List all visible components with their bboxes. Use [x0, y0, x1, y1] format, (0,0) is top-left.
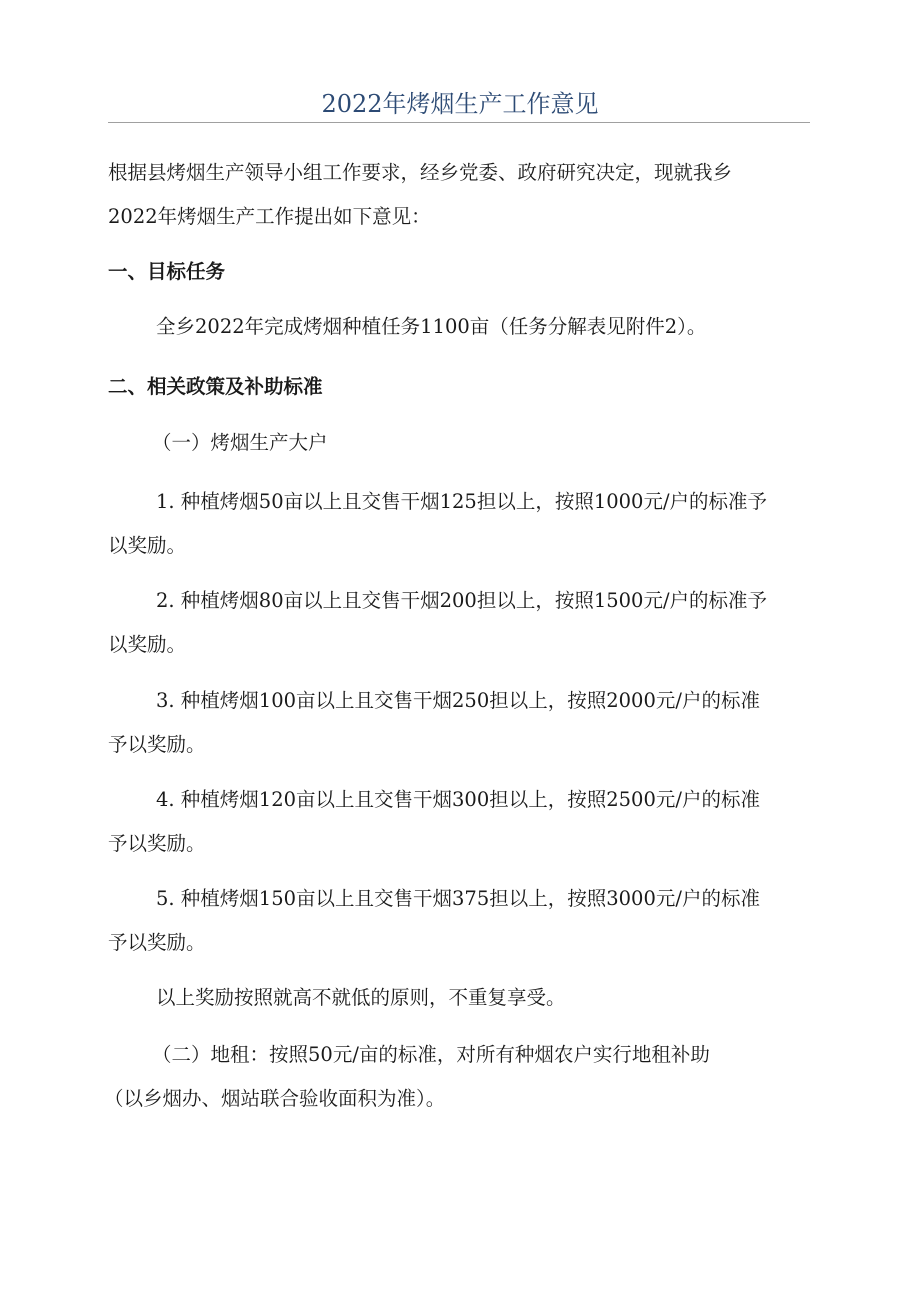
section-1-heading: 一、目标任务 [108, 260, 226, 283]
list-item-line-2: 予以奖励。 [108, 931, 206, 954]
section-2-heading: 二、相关政策及补助标准 [108, 375, 323, 398]
subsection-2-line-1: （二）地租：按照50元/亩的标准，对所有种烟农户实行地租补助 [152, 1043, 710, 1066]
intro-line-1: 根据县烤烟生产领导小组工作要求，经乡党委、政府研究决定，现就我乡 [108, 161, 733, 184]
reward-note: 以上奖励按照就高不就低的原则，不重复享受。 [156, 986, 566, 1009]
list-item-line-1: 3. 种植烤烟100亩以上且交售干烟250担以上，按照2000元/户的标准 [156, 689, 760, 712]
list-item-line-2: 以奖励。 [108, 534, 187, 557]
list-item-line-1: 4. 种植烤烟120亩以上且交售干烟300担以上，按照2500元/户的标准 [156, 788, 760, 811]
list-item-line-1: 1. 种植烤烟50亩以上且交售干烟125担以上，按照1000元/户的标准予 [156, 490, 768, 513]
subsection-1-heading: （一）烤烟生产大户 [152, 431, 328, 454]
list-item-line-2: 予以奖励。 [108, 832, 206, 855]
list-item-line-1: 5. 种植烤烟150亩以上且交售干烟375担以上，按照3000元/户的标准 [156, 887, 760, 910]
intro-line-2: 2022年烤烟生产工作提出如下意见： [108, 205, 431, 228]
title-divider [108, 122, 810, 123]
section-1-body: 全乡2022年完成烤烟种植任务1100亩（任务分解表见附件2）。 [156, 315, 707, 338]
subsection-2-line-2: （以乡烟办、烟站联合验收面积为准）。 [104, 1087, 446, 1110]
list-item-line-1: 2. 种植烤烟80亩以上且交售干烟200担以上，按照1500元/户的标准予 [156, 589, 768, 612]
document-title: 2022年烤烟生产工作意见 [321, 90, 599, 118]
list-item-line-2: 予以奖励。 [108, 733, 206, 756]
list-item-line-2: 以奖励。 [108, 633, 187, 656]
